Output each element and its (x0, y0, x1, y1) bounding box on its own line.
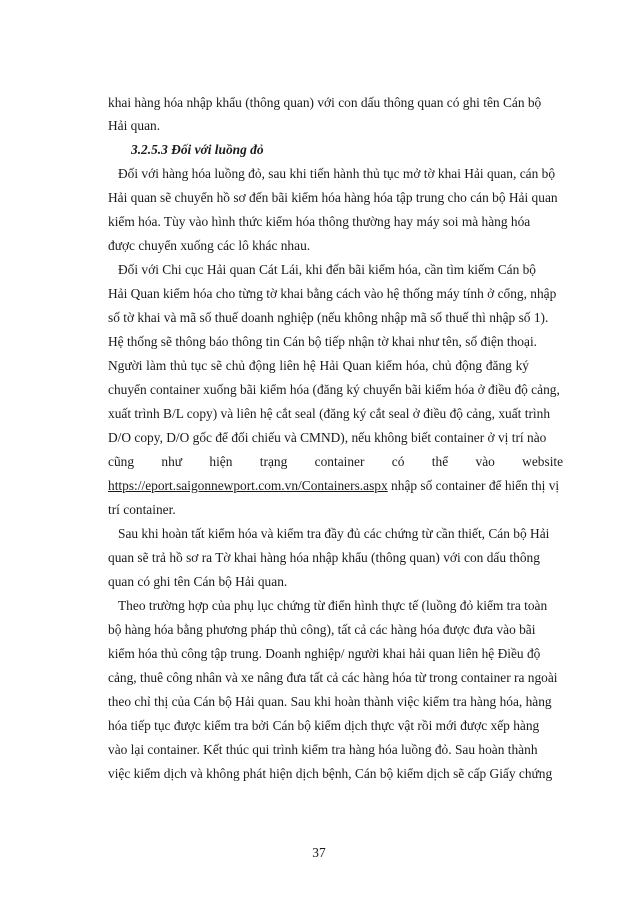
paragraph-line: Đối với Chi cục Hải quan Cát Lái, khi đến bãi kiểm hóa, cần tìm kiếm Cán bộ (118, 262, 537, 277)
paragraph-line: cũng như hiện trạng container có thể vào website (108, 454, 564, 469)
paragraph-line: kiểm hóa. Tùy vào hình thức kiểm hóa thông thường hay máy soi mà hàng hóa (108, 214, 531, 229)
paragraph-line: Đối với hàng hóa luồng đỏ, sau khi tiến hành thủ tục mở tờ khai Hải quan, cán bộ (118, 166, 556, 181)
paragraph-line: quan có ghi tên Cán bộ Hải quan. (108, 574, 288, 589)
paragraph-line: vào lại container. Kết thúc qui trình kiểm tra hàng hóa luồng đỏ. Sau hoàn thành (108, 742, 538, 757)
paragraph-line: kiểm hóa thủ công tập trung. Doanh nghiệp/ người khai hải quan liên hệ Điều độ (108, 646, 541, 661)
paragraph-line: Người làm thủ tục sẽ chủ động liên hệ Hải Quan kiểm hóa, chủ động đăng ký (108, 358, 529, 373)
paragraph-line: bộ hàng hóa bằng phương pháp thủ công), tất cả các hàng hóa được đưa vào bãi (108, 622, 536, 637)
paragraph-line-with-link (108, 477, 560, 495)
paragraph-line: D/O copy, D/O gốc để đối chiếu và CMND), nếu không biết container ở vị trí nào (108, 430, 547, 445)
paragraph-line-tail: nhập số container để hiển thị vị (391, 478, 560, 493)
paragraph-line: trí container. (108, 502, 176, 517)
page-number: 37 (312, 845, 326, 860)
paragraph-line: số tờ khai và mã số thuế doanh nghiệp (nếu không nhập mã số thuế thì nhập số 1). (108, 310, 549, 325)
paragraph-line: Hải quan sẽ chuyển hồ sơ đến bãi kiểm hóa hàng hóa tập trung cho cán bộ Hải quan (108, 190, 558, 205)
paragraph-line: Hệ thống sẽ thông báo thông tin Cán bộ tiếp nhận tờ khai như tên, số điện thoại. (108, 334, 538, 349)
paragraph-line: được chuyển xuống các lô khác nhau. (108, 238, 311, 253)
paragraph-line: hóa tiếp tục được kiểm tra bởi Cán bộ kiểm dịch thực vật rồi mới được xếp hàng (108, 718, 540, 733)
paragraph-line: quan sẽ trả hồ sơ ra Tờ khai hàng hóa nhập khẩu (thông quan) với con dấu thông (108, 550, 540, 565)
section-heading: 3.2.5.3 Đối với luồng đỏ (131, 142, 264, 157)
paragraph-line: xuất trình B/L copy) và liên hệ cắt seal (đăng ký cắt seal ở điều độ cảng, xuất trình (108, 406, 551, 421)
paragraph-line: Hải Quan kiểm hóa cho từng tờ khai bằng cách vào hệ thống máy tính ở cổng, nhập (108, 286, 557, 301)
paragraph-line: cảng, thuê công nhân và xe nâng đưa tất cả các hàng hóa từ trong container ra ngoài (108, 670, 558, 685)
paragraph-line: chuyển container xuống bãi kiểm hóa (đăng ký chuyển bãi kiểm hóa ở điều độ cảng, (108, 382, 560, 397)
paragraph-line: Hải quan. (108, 118, 161, 133)
container-lookup-link[interactable]: https://eport.saigonnewport.com.vn/Containers.aspx (108, 478, 388, 493)
paragraph-line: Theo trường hợp của phụ lục chứng từ điển hình thực tế (luồng đỏ kiểm tra toàn (118, 598, 548, 613)
paragraph-line: Sau khi hoàn tất kiểm hóa và kiểm tra đầy đủ các chứng từ cần thiết, Cán bộ Hải (118, 526, 550, 541)
paragraph-line: việc kiểm dịch và không phát hiện dịch bệnh, Cán bộ kiểm dịch sẽ cấp Giấy chứng (108, 766, 553, 781)
paragraph-line: khai hàng hóa nhập khẩu (thông quan) với con dấu thông quan có ghi tên Cán bộ (108, 95, 542, 110)
paragraph-line: theo chỉ thị của Cán bộ Hải quan. Sau khi hoàn thành việc kiểm tra hàng hóa, hàng (108, 694, 552, 709)
